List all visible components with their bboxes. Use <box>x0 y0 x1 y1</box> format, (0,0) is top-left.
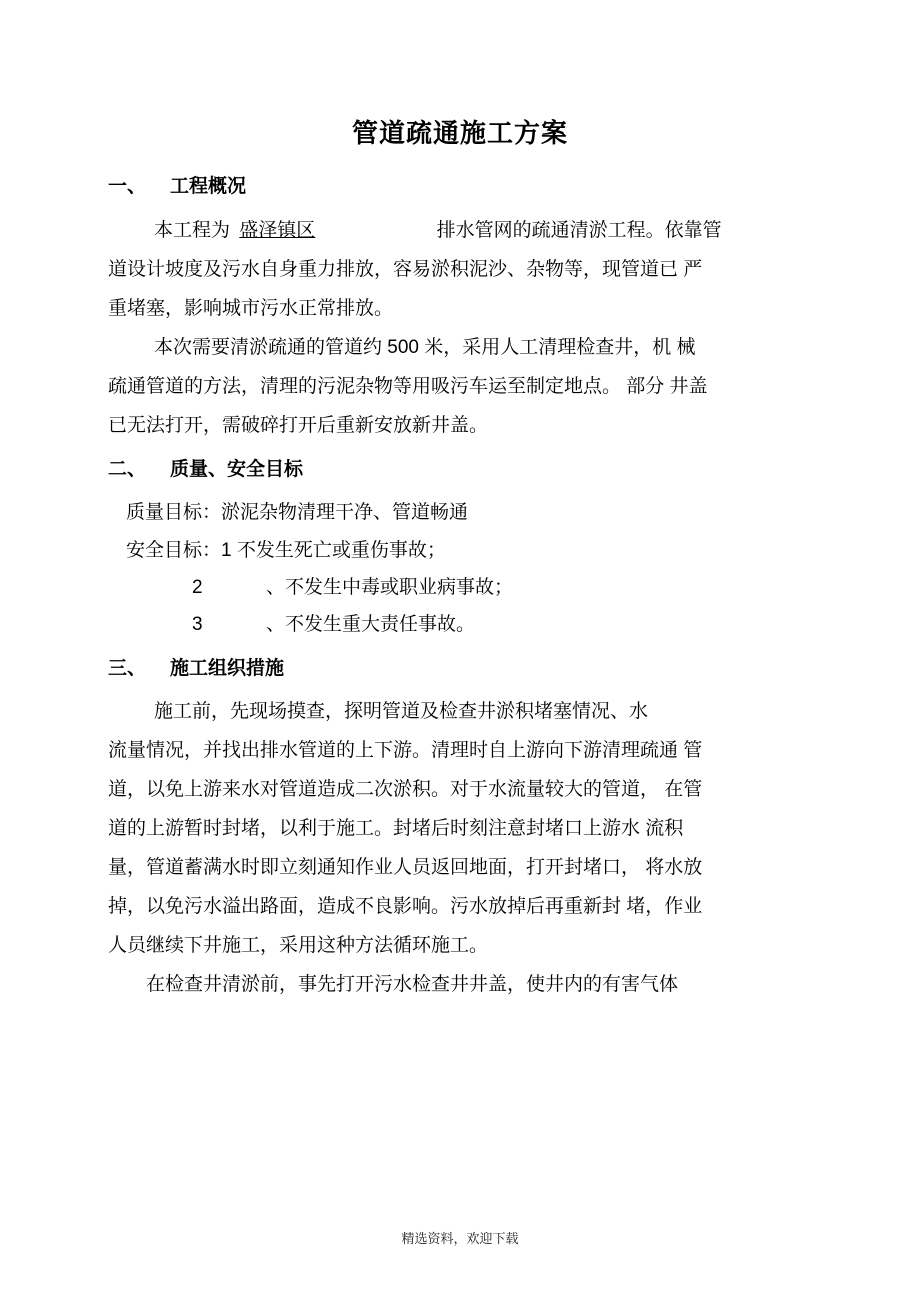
paragraph-3-2: 流量情况，并找出排水管道的上下游。清理时自上游向下游清理疏通 管 <box>108 740 703 762</box>
safety-target-item-2 <box>108 569 810 606</box>
section-heading-3 <box>108 655 810 684</box>
section-number-2: 二、 <box>108 458 147 480</box>
paragraph-3-7: 人员继续下井施工，采用这种方法循环施工。 <box>108 935 489 957</box>
section-title-1: 工程概况 <box>170 176 247 198</box>
paragraph-3-1: 施工前，先现场摸查，探明管道及检查井淤积堵塞情况、水 <box>154 701 649 723</box>
paragraph-3-8: 在检查井清淤前，事先打开污水检查井井盖，使井内的有害气体 <box>146 974 679 996</box>
paragraph-3-6: 掉，以免污水溢出路面，造成不良影响。污水放掉后再重新封 堵，作业 <box>108 896 703 918</box>
paragraph-1-1-prefix: 本工程为 <box>154 219 231 241</box>
safety-target-item-3 <box>108 606 810 643</box>
safety-target-index-3: 3 <box>192 613 203 635</box>
page-title: 管道疏通施工方案 <box>351 118 568 148</box>
section-title-2: 质量、安全目标 <box>170 458 304 480</box>
safety-target-line: 安全目标：1 不发生死亡或重伤事故； <box>126 539 446 561</box>
paragraph-3-5: 量，管道蓄满水时即立刻通知作业人员返回地面，打开封堵口， 将水放 <box>108 857 703 879</box>
paragraph-3-3: 道，以免上游来水对管道造成二次淤积。对于水流量较大的管道， 在管 <box>108 779 703 801</box>
paragraph-3-4: 道的上游暂时封堵，以利于施工。封堵后时刻注意封堵口上游水 流积 <box>108 818 684 840</box>
paragraph-1-4: 本次需要清淤疏通的管道约 500 米，采用人工清理检查井，机 械 <box>154 336 696 358</box>
page-footer: 精选资料，欢迎下载 <box>401 1231 519 1246</box>
section-heading-1 <box>108 173 810 202</box>
section-heading-2 <box>108 456 810 485</box>
paragraph-1-5: 疏通管道的方法，清理的污泥杂物等用吸污车运至制定地点。 部分 井盖 <box>108 375 708 397</box>
paragraph-1-3: 重堵塞，影响城市污水正常排放。 <box>108 297 394 319</box>
safety-target-index-2: 2 <box>192 576 203 598</box>
paragraph-1-6: 已无法打开，需破碎打开后重新安放新井盖。 <box>108 414 489 436</box>
safety-target-text-2: 、不发生中毒或职业病事故； <box>266 576 514 598</box>
paragraph-1-2: 道设计坡度及污水自身重力排放，容易淤积泥沙、杂物等，现管道已 严 <box>108 258 703 280</box>
section-title-3: 施工组织措施 <box>170 657 285 679</box>
paragraph-1-1 <box>108 212 810 249</box>
document-body <box>0 173 920 1003</box>
quality-target-line: 质量目标：淤泥杂物清理干净、管道畅通 <box>126 502 469 524</box>
project-location-field: 盛泽镇区 <box>239 219 316 241</box>
paragraph-1-1-suffix: 排水管网的疏通清淤工程。依靠管 <box>436 219 722 241</box>
safety-target-text-3: 、不发生重大责任事故。 <box>266 613 476 635</box>
section-number-1: 一、 <box>108 176 147 198</box>
section-number-3: 三、 <box>108 657 147 679</box>
